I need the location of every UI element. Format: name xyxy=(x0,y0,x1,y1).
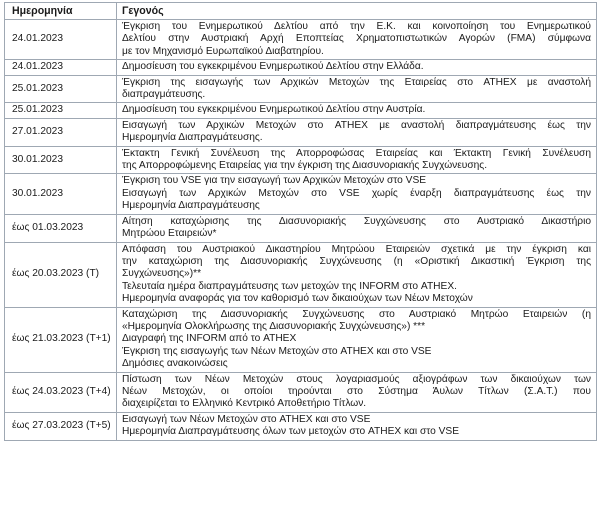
event-date: έως 27.03.2023 (T+5) xyxy=(5,412,117,440)
event-date: 25.01.2023 xyxy=(5,75,117,103)
timeline-row xyxy=(5,75,597,103)
event-line: Συγχώνευσης»)** xyxy=(122,268,202,280)
event-line: Δημοσίευση του εγκεκριμένου Ενημερωτικού Δελτίου στην Ελλάδα. xyxy=(122,61,424,73)
event-line: Πίστωση των Νέων Μετοχών στους λογαριασμούς αξιογράφων των δικαιούχων των xyxy=(122,373,591,385)
event-line: διαπραγμάτευσης. xyxy=(122,89,206,101)
event-date: 24.01.2023 xyxy=(5,20,117,60)
event-description xyxy=(117,412,597,440)
timeline-row xyxy=(5,60,597,75)
event-description xyxy=(117,60,597,75)
event-description xyxy=(117,242,597,307)
event-line: Μητρώου Εταιρειών* xyxy=(122,228,217,240)
event-description xyxy=(117,372,597,412)
timeline-row xyxy=(5,307,597,372)
header-row xyxy=(5,3,597,20)
event-line: Εισαγωγή των Αρχικών Μετοχών στο VSE χωρίς έναρξη διαπραγμάτευσης έως την xyxy=(122,187,591,199)
event-line: Ημερομηνία Διαπραγμάτευσης όλων των μετοχών στο ATHEX και στο VSE xyxy=(122,426,460,438)
event-description xyxy=(117,214,597,242)
event-line: «Ημερομηνία Ολοκλήρωσης της Διασυνοριακής Συγχώνευσης») *** xyxy=(122,320,426,332)
event-column-header: Γεγονός xyxy=(117,3,597,20)
timeline-row xyxy=(5,412,597,440)
event-line: Έγκριση του Ενημερωτικού Δελτίου από την Ε.Κ. και κοινοποίηση του Ενημερωτικού xyxy=(122,21,591,32)
date-column-header: Ημερομηνία xyxy=(5,3,117,20)
event-line: της Απορροφώμενης Εταιρείας για την έγκριση της Διασυνοριακής Συγχώνευσης. xyxy=(122,160,488,172)
event-line: Εισαγωγή των Αρχικών Μετοχών στο ATHEX με αναστολή διαπραγμάτευσης έως την xyxy=(122,119,591,131)
event-line: Νέων Μετοχών, οι οποίοι τηρούνται στο Σύστημα Άυλων Τίτλων (Σ.Α.Τ.) που xyxy=(122,385,591,397)
event-line: Αίτηση καταχώρισης της Διασυνοριακής Συγχώνευσης στο Αυστριακό Δικαστήριο xyxy=(122,215,591,227)
event-description xyxy=(117,174,597,214)
timeline-body xyxy=(5,20,597,441)
timeline-row xyxy=(5,372,597,412)
event-date: έως 24.03.2023 (T+4) xyxy=(5,372,117,412)
timeline-row xyxy=(5,118,597,146)
event-line: Διαγραφή της INFORM από το ATHEX xyxy=(122,333,297,345)
event-date: 27.01.2023 xyxy=(5,118,117,146)
event-date: 30.01.2023 xyxy=(5,174,117,214)
event-description xyxy=(117,20,597,60)
event-line: Έγκριση της εισαγωγής των Αρχικών Μετοχών της Εταιρείας στο ATHEX με αναστολή xyxy=(122,76,591,88)
event-line: Εισαγωγή των Νέων Μετοχών στο ATHEX και στο VSE xyxy=(122,413,371,425)
event-line: Ημερομηνία αναφοράς για τον καθορισμό των δικαιούχων των Νέων Μετοχών xyxy=(122,293,473,305)
event-date: 30.01.2023 xyxy=(5,146,117,174)
timeline-row xyxy=(5,174,597,214)
event-line: Δημόσιες ανακοινώσεις xyxy=(122,358,228,370)
timeline-row xyxy=(5,20,597,60)
event-line: Τελευταία ημέρα διαπραγμάτευσης των μετοχών της INFORM στο ATHEX. xyxy=(122,280,457,292)
event-line: με τον Μηχανισμό Ευρωπαϊκού Διαβατηρίου. xyxy=(122,45,324,57)
event-line: Καταχώριση της Διασυνοριακής Συγχώνευσης στο Αυστριακό Μητρώο Εταιρειών (η xyxy=(122,308,591,320)
timeline-row xyxy=(5,103,597,118)
event-line: την καταχώριση της Διασυνοριακής Συγχώνευσης (η «Οριστική Δικαστική Έγκριση της xyxy=(122,255,591,267)
event-line: Έκτακτη Γενική Συνέλευση της Απορροφώσας Εταιρείας και Έκτακτη Γενική Συνέλευση xyxy=(122,147,591,159)
event-description xyxy=(117,103,597,118)
event-line: Απόφαση του Αυστριακού Δικαστηρίου Μητρώου Εταιρειών σχετικά με την έγκριση και xyxy=(122,243,591,255)
event-description xyxy=(117,307,597,372)
event-date: έως 01.03.2023 xyxy=(5,214,117,242)
event-description xyxy=(117,118,597,146)
event-date: 25.01.2023 xyxy=(5,103,117,118)
event-line: Δημοσίευση του εγκεκριμένου Ενημερωτικού Δελτίου στην Αυστρία. xyxy=(122,104,426,116)
event-line: Ημερομηνία Διαπραγμάτευσης. xyxy=(122,132,263,144)
event-line: Δελτίου στην Αυστριακή Αρχή Εποπτείας Χρηματοπιστωτικών Αγορών (FMA) σύμφωνα xyxy=(122,33,591,45)
event-line: Έγκριση της εισαγωγής των Νέων Μετοχών στο ATHEX και στο VSE xyxy=(122,345,432,357)
event-date: έως 21.03.2023 (T+1) xyxy=(5,307,117,372)
timeline-row xyxy=(5,146,597,174)
timeline-row xyxy=(5,214,597,242)
event-date: 24.01.2023 xyxy=(5,60,117,75)
event-line: διαχειρίζεται το Ελληνικό Κεντρικό Αποθετήριο Τίτλων. xyxy=(122,398,367,410)
event-description xyxy=(117,75,597,103)
timeline-table xyxy=(4,2,597,441)
event-line: Ημερομηνία Διαπραγμάτευσης xyxy=(122,200,260,212)
event-line: Έγκριση του VSE για την εισαγωγή των Αρχικών Μετοχών στο VSE xyxy=(122,175,427,187)
event-description xyxy=(117,146,597,174)
timeline-row xyxy=(5,242,597,307)
event-date: έως 20.03.2023 (T) xyxy=(5,242,117,307)
